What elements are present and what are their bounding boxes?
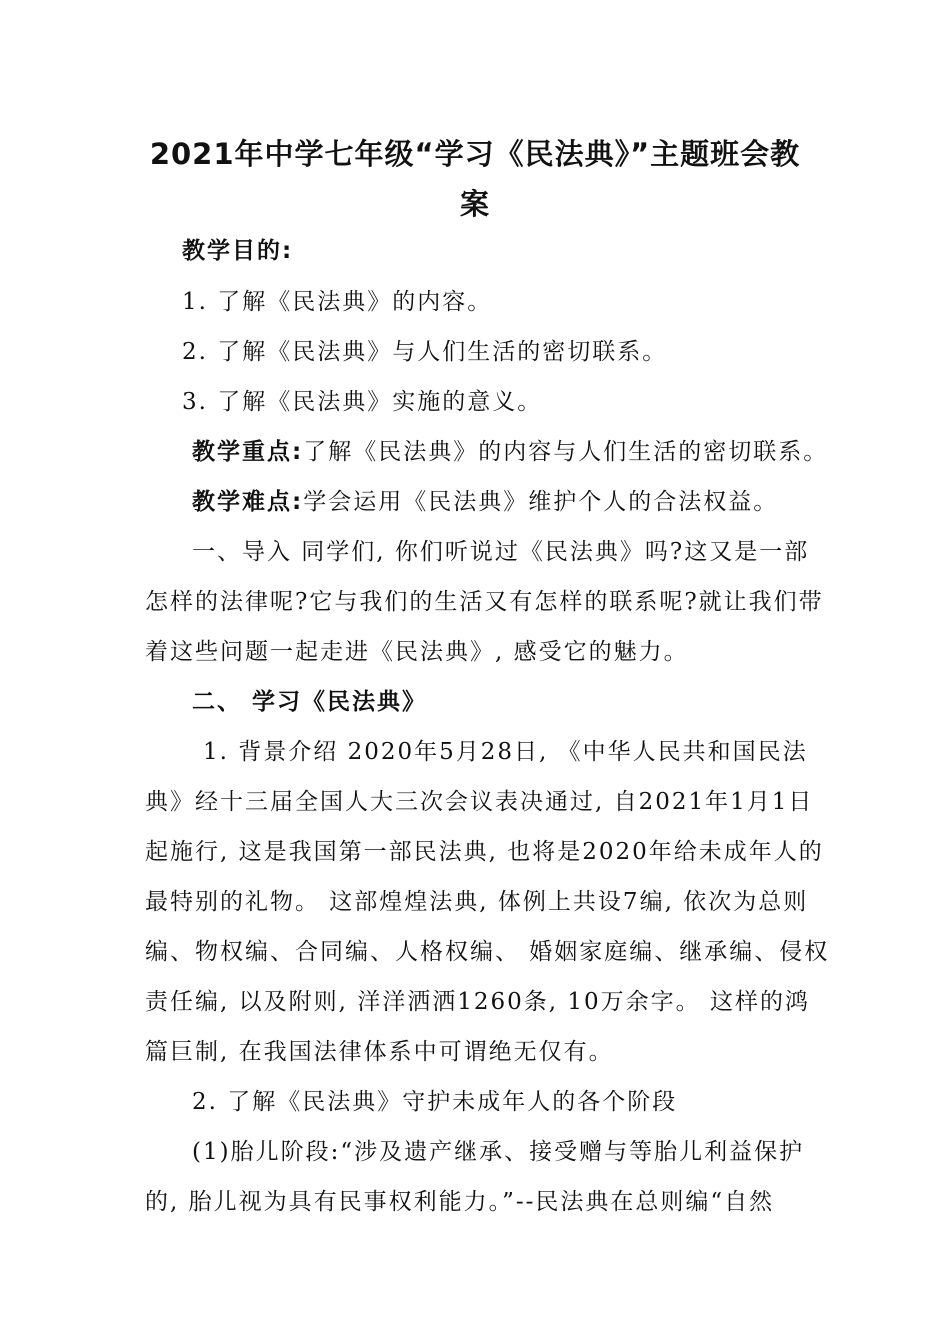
background-paragraph-line: 典》经十三届全国人大三次会议表决通过, 自2021年1月1日 (145, 789, 814, 815)
intro-paragraph-line: 怎样的法律呢?它与我们的生活又有怎样的联系呢?就让我们带 (145, 589, 824, 615)
intro-paragraph-line: 着这些问题一起走进《民法典》, 感受它的魅力。 (145, 639, 689, 665)
objective-item: 3. 了解《民法典》实施的意义。 (182, 389, 543, 415)
intro-paragraph-line: 一、导入 同学们, 你们听说过《民法典》吗?这又是一部 (192, 539, 810, 565)
key-point-label: 教学重点: (192, 439, 304, 465)
background-paragraph-line: 1. 背景介绍 2020年5月28日, 《中华人民共和国民法 (203, 739, 808, 765)
key-point-paragraph (192, 437, 828, 467)
objective-item: 2. 了解《民法典》与人们生活的密切联系。 (182, 339, 668, 365)
item-2-heading: 2. 了解《民法典》守护未成年人的各个阶段 (192, 1089, 678, 1115)
document-title-line-1: 2021年中学七年级“学习《民法典》”主题班会教 (149, 137, 801, 171)
background-paragraph-line: 责任编, 以及附则, 洋洋洒洒1260条, 10万余字。 这样的鸿 (145, 989, 810, 1015)
fetus-paragraph-line: 的, 胎儿视为具有民事权利能力。”--民法典在总则编“自然 (145, 1189, 775, 1215)
fetus-paragraph-line: (1)胎儿阶段:“涉及遗产继承、接受赠与等胎儿利益保护 (192, 1139, 805, 1165)
key-point-text: 了解《民法典》的内容与人们生活的密切联系。 (303, 439, 829, 465)
background-paragraph-line: 篇巨制, 在我国法律体系中可谓绝无仅有。 (145, 1039, 614, 1065)
background-paragraph-line: 编、物权编、合同编、人格权编、 婚姻家庭编、继承编、侵权 (145, 939, 830, 965)
difficulty-label: 教学难点: (192, 489, 304, 515)
difficulty-paragraph (192, 487, 778, 517)
objectives-heading: 教学目的: (182, 238, 294, 264)
background-paragraph-line: 起施行, 这是我国第一部民法典, 也将是2020年给未成年人的 (145, 839, 824, 865)
difficulty-text: 学会运用《民法典》维护个人的合法权益。 (303, 489, 779, 515)
objective-item: 1. 了解《民法典》的内容。 (182, 289, 493, 315)
section-2-heading: 二、 学习《民法典》 (192, 689, 428, 715)
document-title-line-2: 案 (459, 187, 490, 221)
background-paragraph-line: 最特别的礼物。 这部煌煌法典, 体例上共设7编, 依次为总则 (145, 889, 809, 915)
